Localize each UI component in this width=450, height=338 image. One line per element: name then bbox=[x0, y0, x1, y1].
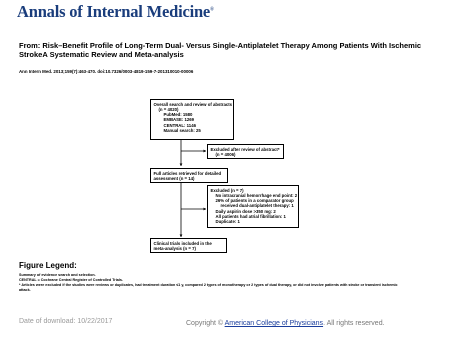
copyright-notice: Copyright © American College of Physicians. All rights reserved. bbox=[186, 320, 385, 327]
included-box: Clinical trials included in the meta-analysis (n = 7) bbox=[150, 238, 227, 253]
article-citation: Ann Intern Med. 2013;159(7):463-470. doi:10.7326/0003-4819-159-7-201310010-00006 bbox=[19, 69, 194, 74]
from-label: From: bbox=[19, 41, 41, 50]
figure-legend-text: Summary of evidence search and selection. CENTRAL = Cochrane Central Register of Controlled Trials. * Articles were excluded if the studies were reviews or duplicates, had treatment duration ≤1 y, compared 2 types of monotherapy or 2 types of dual therapy, or did not involve patients with stroke or transient ischemic attack. bbox=[19, 273, 398, 292]
journal-logo: Annals of Internal Medicine® bbox=[17, 2, 214, 21]
excluded-full-box: Excluded (n = 7) No intracranial hemorrhage end point: 2 26% of patients in a comparator group received dual-antiplatelet therapy: 1 Daily aspirin dose >350 mg: 2 All patients had atrial fibrillation: 1 Duplicate: 1 bbox=[207, 185, 299, 228]
excluded-abstract-box: Excluded after review of abstract* (n = 4006) bbox=[207, 144, 284, 159]
title-text: Risk–Benefit Profile of Long-Term Dual- Versus Single-Antiplatelet Therapy Among Patients With Ischemic StrokeA Systematic Review and Meta-analysis bbox=[19, 41, 422, 59]
figure-legend-title: Figure Legend: bbox=[19, 261, 77, 270]
publisher-link[interactable]: American College of Physicians bbox=[224, 320, 324, 327]
search-box: Overall search and review of abstracts (n = 4020) PubMed: 1580 EMBASE: 1269 CENTRAL: 1146 Manual search: 25 bbox=[150, 99, 234, 140]
full-articles-box: Full articles retrieved for detailed assessment (n = 14) bbox=[150, 168, 228, 183]
download-date: Date of download: 10/22/2017 bbox=[19, 318, 113, 325]
